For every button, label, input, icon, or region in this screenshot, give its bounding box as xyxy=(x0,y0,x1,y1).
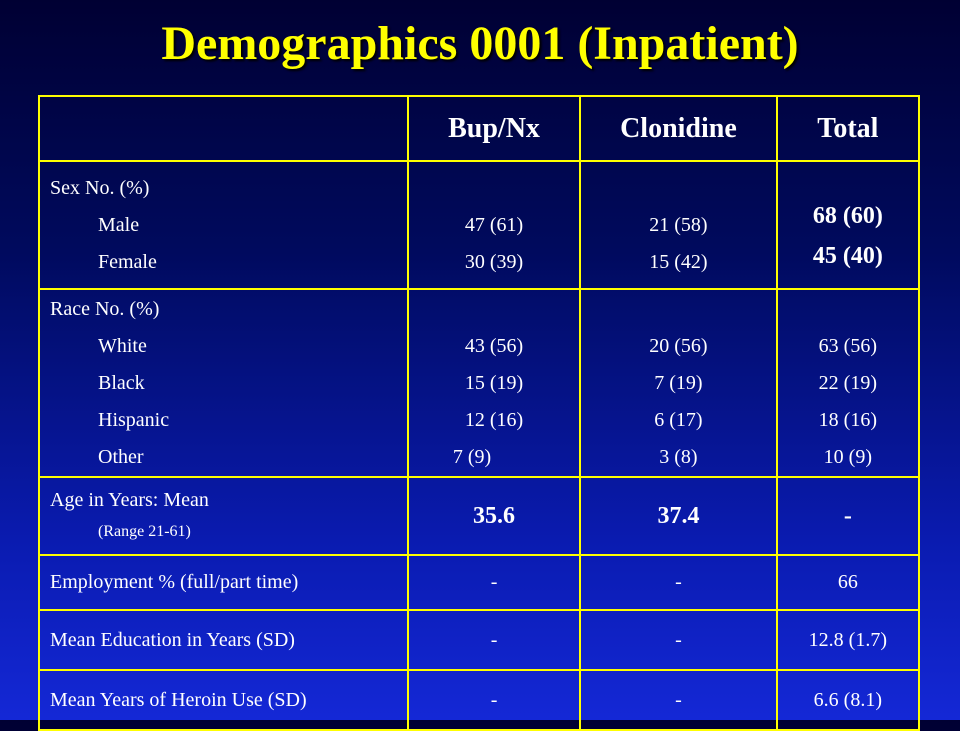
employment-bup: - xyxy=(408,555,580,610)
header-row xyxy=(39,96,919,161)
education-total: 12.8 (1.7) xyxy=(777,610,919,670)
slide-title: Demographics 0001 (Inpatient) xyxy=(161,17,799,70)
table-row-heroin xyxy=(39,670,919,730)
sex-female-bup: 30 (39) xyxy=(464,250,524,273)
sex-female-label: Female xyxy=(98,250,157,273)
race-other-label: Other xyxy=(98,445,144,468)
table-row-age xyxy=(39,477,919,555)
race-label-cell xyxy=(39,289,408,477)
sex-male-clon: 21 (58) xyxy=(649,213,708,236)
employment-clon: - xyxy=(580,555,776,610)
age-range-label: (Range 21-61) xyxy=(98,523,191,540)
age-total: - xyxy=(777,477,919,555)
age-label: Age in Years: Mean xyxy=(50,489,209,511)
table-row-employment xyxy=(39,555,919,610)
education-bup: - xyxy=(408,610,580,670)
sex-heading: Sex No. (%) xyxy=(50,176,150,199)
race-bup-cell xyxy=(408,289,580,477)
age-label-cell xyxy=(39,477,408,555)
race-black-bup: 15 (19) xyxy=(464,371,524,394)
race-other-clon: 3 (8) xyxy=(659,445,698,468)
race-white-total: 63 (56) xyxy=(818,334,877,357)
employment-label: Employment % (full/part time) xyxy=(39,555,408,610)
demographics-table xyxy=(38,95,920,731)
heroin-clon: - xyxy=(580,670,776,730)
header-clonidine: Clonidine xyxy=(580,96,776,161)
race-other-total: 10 (9) xyxy=(823,445,872,468)
sex-female-total: 45 (40) xyxy=(812,242,883,269)
race-hispanic-total: 18 (16) xyxy=(818,408,877,431)
heroin-bup: - xyxy=(408,670,580,730)
race-hispanic-bup: 12 (16) xyxy=(464,408,524,431)
heroin-label: Mean Years of Heroin Use (SD) xyxy=(39,670,408,730)
race-white-bup: 43 (56) xyxy=(464,334,524,357)
header-empty-cell xyxy=(39,96,408,161)
employment-total: 66 xyxy=(777,555,919,610)
race-total-cell xyxy=(777,289,919,477)
sex-male-bup: 47 (61) xyxy=(464,213,524,236)
education-label: Mean Education in Years (SD) xyxy=(39,610,408,670)
table-row-race xyxy=(39,289,919,477)
age-bup: 35.6 xyxy=(408,477,580,555)
race-hispanic-label: Hispanic xyxy=(98,408,170,431)
sex-male-total: 68 (60) xyxy=(812,202,883,229)
sex-total-cell xyxy=(777,161,919,289)
sex-label-cell xyxy=(39,161,408,289)
table-row-education xyxy=(39,610,919,670)
race-white-clon: 20 (56) xyxy=(649,334,708,357)
sex-male-label: Male xyxy=(98,213,140,236)
sex-clon-cell xyxy=(580,161,776,289)
age-clon: 37.4 xyxy=(580,477,776,555)
race-white-label: White xyxy=(98,334,147,357)
table-row-sex xyxy=(39,161,919,289)
race-other-bup: 7 (9) xyxy=(452,445,492,468)
header-total: Total xyxy=(777,96,919,161)
sex-female-clon: 15 (42) xyxy=(649,250,708,273)
education-clon: - xyxy=(580,610,776,670)
heroin-total: 6.6 (8.1) xyxy=(777,670,919,730)
race-black-clon: 7 (19) xyxy=(654,371,703,394)
sex-bup-cell xyxy=(408,161,580,289)
race-heading: Race No. (%) xyxy=(50,297,160,320)
race-black-total: 22 (19) xyxy=(818,371,877,394)
header-bup-nx: Bup/Nx xyxy=(408,96,580,161)
race-hispanic-clon: 6 (17) xyxy=(654,408,703,431)
race-black-label: Black xyxy=(98,371,145,394)
race-clon-cell xyxy=(580,289,776,477)
